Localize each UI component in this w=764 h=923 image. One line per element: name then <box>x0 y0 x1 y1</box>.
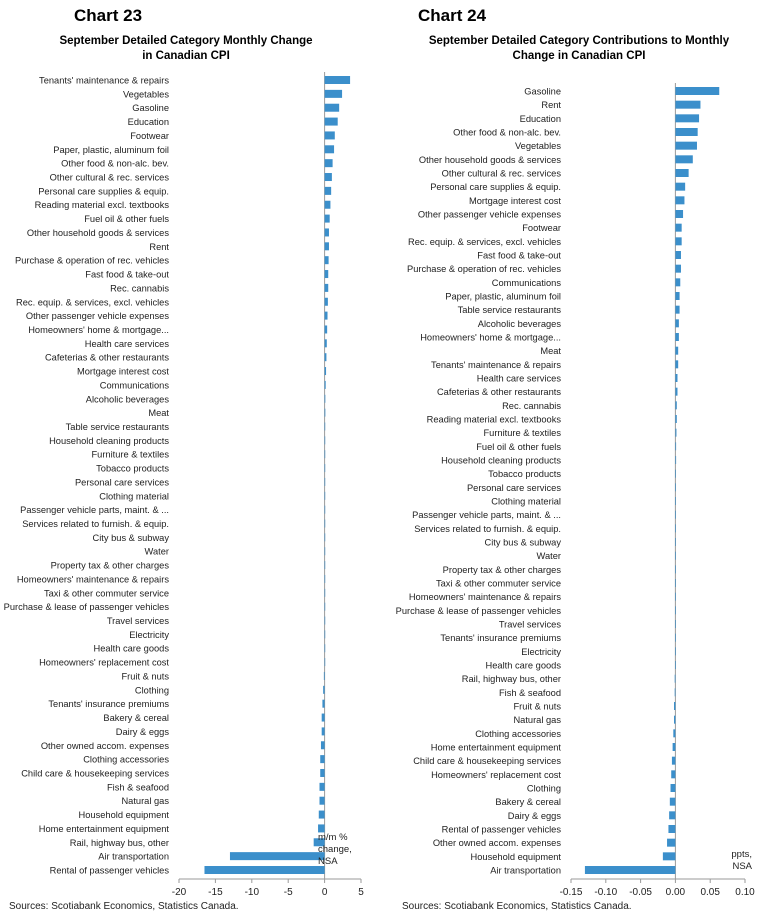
bar <box>675 306 679 314</box>
category-label: Fruit & nuts <box>121 671 169 682</box>
category-label: Purchase & lease of passenger vehicles <box>395 605 561 616</box>
category-label: Reading material excl. textbooks <box>34 200 169 211</box>
bar <box>325 118 338 126</box>
category-label: Tobacco products <box>488 469 561 480</box>
category-label: Health care services <box>84 338 169 349</box>
bar <box>675 319 678 327</box>
category-label: Clothing accessories <box>475 728 561 739</box>
bar <box>325 312 328 320</box>
category-label: Household equipment <box>78 810 169 821</box>
category-label: Alcoholic beverages <box>477 318 561 329</box>
category-label: Household equipment <box>470 851 561 862</box>
category-label: Cafeterias & other restaurants <box>44 352 169 363</box>
bar <box>325 617 326 625</box>
bar <box>673 743 676 751</box>
category-label: Gasoline <box>524 86 561 97</box>
category-label: Other owned accom. expenses <box>432 838 561 849</box>
bar <box>325 284 329 292</box>
x-tick-label: 0.05 <box>700 887 720 898</box>
category-label: Communications <box>491 277 561 288</box>
bar <box>675 142 697 150</box>
bar <box>320 797 325 805</box>
category-label: Other household goods & services <box>418 154 561 165</box>
bar <box>675 456 676 464</box>
category-label: Education <box>127 117 169 128</box>
category-label: City bus & subway <box>484 537 561 548</box>
category-label: Homeowners' home & mortgage... <box>28 324 169 335</box>
bar <box>675 251 681 259</box>
bar <box>325 325 328 333</box>
bar <box>325 436 326 444</box>
bar <box>670 798 676 806</box>
bar <box>320 755 324 763</box>
category-label: Air transportation <box>98 851 169 862</box>
unit-annotation: ppts, NSA <box>731 849 752 872</box>
bar <box>675 524 676 532</box>
category-label: Household cleaning products <box>441 455 561 466</box>
bar <box>325 367 326 375</box>
bar <box>675 429 676 437</box>
category-label: Tenants' insurance premiums <box>48 699 169 710</box>
bar <box>675 565 676 573</box>
chart-title: September Detailed Category Contributions to Monthly Change in Canadian CPI <box>428 35 730 62</box>
category-label: Personal care services <box>466 482 561 493</box>
x-tick-label: -5 <box>283 887 293 898</box>
bar <box>675 538 676 546</box>
bar <box>675 620 676 628</box>
bar <box>319 811 325 819</box>
category-label: Fast food & take-out <box>85 269 169 280</box>
category-label: Taxi & other commuter service <box>43 588 169 599</box>
category-label: Personal care services <box>74 477 169 488</box>
category-label: Services related to furnish. & equip. <box>414 523 561 534</box>
bar <box>675 442 676 450</box>
category-label: Personal care supplies & equip. <box>38 186 169 197</box>
x-tick-label: -0.05 <box>629 887 652 898</box>
bar <box>675 675 676 683</box>
chart-number: Chart 24 <box>418 6 487 25</box>
category-label: Taxi & other commuter service <box>435 578 561 589</box>
bar <box>675 388 677 396</box>
bar <box>671 770 675 778</box>
category-label: Fruit & nuts <box>513 701 561 712</box>
bar <box>325 339 327 347</box>
category-label: Property tax & other charges <box>50 560 169 571</box>
category-label: Other cultural & rec. services <box>49 172 169 183</box>
category-label: Homeowners' maintenance & repairs <box>408 592 561 603</box>
category-label: Reading material excl. textbooks <box>426 414 561 425</box>
bar <box>325 575 326 583</box>
category-label: Purchase & operation of rec. vehicles <box>407 264 561 275</box>
category-label: Alcoholic beverages <box>85 394 169 405</box>
category-label: Rec. equip. & services, excl. vehicles <box>408 236 561 247</box>
category-label: Rec. equip. & services, excl. vehicles <box>16 297 169 308</box>
bar <box>675 593 676 601</box>
category-label: Purchase & lease of passenger vehicles <box>3 602 169 613</box>
x-tick-label: -15 <box>208 887 223 898</box>
bar <box>674 702 675 710</box>
bar <box>675 101 700 109</box>
bar <box>325 201 331 209</box>
category-label: Health care services <box>476 373 561 384</box>
bar <box>325 270 329 278</box>
bar <box>325 547 326 555</box>
bar <box>325 533 326 541</box>
category-label: Fish & seafood <box>498 687 561 698</box>
bar <box>324 672 325 680</box>
bar <box>325 76 350 84</box>
category-label: Other owned accom. expenses <box>40 740 169 751</box>
category-label: Electricity <box>129 629 169 640</box>
bar <box>325 630 326 638</box>
bar <box>325 450 326 458</box>
category-label: Other cultural & rec. services <box>441 168 561 179</box>
category-label: Water <box>144 546 169 557</box>
bar <box>675 470 676 478</box>
bar <box>325 353 327 361</box>
bar <box>325 520 326 528</box>
category-label: Home entertainment equipment <box>430 742 561 753</box>
unit-annotation: m/m % change, NSA <box>318 832 352 867</box>
category-label: Bakery & cereal <box>103 713 169 724</box>
bar <box>675 415 676 423</box>
bar <box>675 87 719 95</box>
category-label: Tenants' maintenance & repairs <box>39 75 169 86</box>
category-label: Gasoline <box>132 103 169 114</box>
bar <box>675 114 699 122</box>
category-label: Household cleaning products <box>49 435 169 446</box>
category-label: Table service restaurants <box>457 305 561 316</box>
bar <box>325 644 326 652</box>
category-label: Rail, highway bus, other <box>69 837 169 848</box>
bar <box>675 360 678 368</box>
category-label: Fuel oil & other fuels <box>84 214 169 225</box>
category-label: Tenants' maintenance & repairs <box>431 359 561 370</box>
bar <box>230 852 325 860</box>
category-label: Vegetables <box>122 89 169 100</box>
category-label: Tenants' insurance premiums <box>440 633 561 644</box>
category-label: Property tax & other charges <box>442 564 561 575</box>
category-label: Clothing <box>134 685 169 696</box>
category-label: Passenger vehicle parts, maint. & ... <box>20 505 169 516</box>
category-label: Footwear <box>130 130 169 141</box>
bar <box>325 131 335 139</box>
bar <box>675 647 676 655</box>
bar <box>325 603 326 611</box>
category-label: Other food & non-alc. bev. <box>453 127 561 138</box>
category-label: Meat <box>540 346 561 357</box>
x-tick-label: 0.10 <box>735 887 755 898</box>
category-label: Education <box>519 113 561 124</box>
category-label: Rec. cannabis <box>502 400 561 411</box>
category-label: Clothing material <box>491 496 561 507</box>
bar <box>325 658 326 666</box>
bar <box>675 210 683 218</box>
bar <box>325 104 340 112</box>
category-label: Home entertainment equipment <box>38 823 169 834</box>
bar <box>675 169 688 177</box>
category-label: Personal care supplies & equip. <box>430 182 561 193</box>
bar <box>325 90 342 98</box>
category-label: Dairy & eggs <box>115 726 169 737</box>
category-label: Other household goods & services <box>26 227 169 238</box>
category-label: Rent <box>541 100 561 111</box>
bar <box>325 228 329 236</box>
x-tick-label: -10 <box>244 887 260 898</box>
bar <box>663 852 676 860</box>
bar <box>675 224 681 232</box>
category-label: Homeowners' replacement cost <box>431 769 561 780</box>
category-label: Paper, plastic, aluminum foil <box>445 291 561 302</box>
bar <box>322 700 324 708</box>
category-label: Mortgage interest cost <box>469 195 561 206</box>
x-tick-label: 5 <box>358 887 364 898</box>
category-label: Meat <box>148 408 169 419</box>
chart-number: Chart 23 <box>74 6 143 25</box>
category-label: Other passenger vehicle expenses <box>417 209 561 220</box>
category-label: Travel services <box>498 619 561 630</box>
bar <box>325 215 330 223</box>
bar <box>675 196 684 204</box>
category-label: Natural gas <box>513 715 561 726</box>
category-label: Rent <box>149 241 169 252</box>
bar <box>320 783 325 791</box>
category-label: Homeowners' maintenance & repairs <box>16 574 169 585</box>
x-tick-label: 0.00 <box>665 887 686 898</box>
x-tick-label: -0.10 <box>594 887 618 898</box>
bar <box>325 242 329 250</box>
category-label: Air transportation <box>490 865 561 876</box>
category-label: Vegetables <box>514 141 561 152</box>
bar <box>204 866 324 874</box>
category-label: Health care goods <box>485 660 561 671</box>
category-label: Homeowners' replacement cost <box>39 657 169 668</box>
category-label: Fuel oil & other fuels <box>476 441 561 452</box>
bar <box>675 265 681 273</box>
category-label: Fish & seafood <box>106 782 169 793</box>
bar <box>325 298 328 306</box>
bar <box>325 506 326 514</box>
category-label: Homeowners' home & mortgage... <box>420 332 561 343</box>
category-label: Electricity <box>521 646 561 657</box>
category-label: Travel services <box>106 616 169 627</box>
bar <box>674 716 675 724</box>
bar <box>325 381 326 389</box>
bar <box>675 374 677 382</box>
bar <box>673 729 675 737</box>
chart-24-plot <box>382 0 764 923</box>
bar <box>325 173 332 181</box>
x-tick-label: -0.15 <box>559 887 583 898</box>
bar <box>667 839 675 847</box>
category-label: Other food & non-alc. bev. <box>61 158 169 169</box>
category-label: Health care goods <box>93 643 169 654</box>
category-label: Tobacco products <box>96 463 169 474</box>
bar <box>325 478 326 486</box>
x-tick-label: -20 <box>171 887 187 898</box>
category-label: Bakery & cereal <box>495 797 561 808</box>
category-label: Child care & housekeeping services <box>413 756 561 767</box>
category-label: Rail, highway bus, other <box>461 674 561 685</box>
source-note: Sources: Scotiabank Economics, Statistics Canada. <box>9 901 239 912</box>
category-label: Furniture & textiles <box>91 449 169 460</box>
bar <box>325 145 334 153</box>
bar <box>325 409 326 417</box>
bar <box>675 155 692 163</box>
x-tick-label: 0 <box>321 887 328 898</box>
category-label: Clothing accessories <box>83 754 169 765</box>
bar <box>675 688 676 696</box>
bar <box>675 552 676 560</box>
bar <box>322 714 325 722</box>
bar <box>675 278 680 286</box>
bar <box>675 483 676 491</box>
bar <box>320 769 324 777</box>
bar <box>671 784 676 792</box>
bar <box>675 347 678 355</box>
bar <box>675 128 697 136</box>
bar <box>675 497 676 505</box>
bar <box>675 292 679 300</box>
bar <box>325 159 333 167</box>
bar <box>675 183 685 191</box>
bar <box>675 661 676 669</box>
bar <box>323 686 324 694</box>
category-label: Natural gas <box>121 796 169 807</box>
category-label: Rental of passenger vehicles <box>441 824 561 835</box>
bar <box>585 866 675 874</box>
bar <box>325 187 332 195</box>
bar <box>675 511 676 519</box>
chart-24-panel <box>382 0 764 923</box>
category-label: Child care & housekeeping services <box>21 768 169 779</box>
bar <box>675 634 676 642</box>
category-label: Rec. cannabis <box>110 283 169 294</box>
bar <box>325 589 326 597</box>
category-label: Services related to furnish. & equip. <box>22 519 169 530</box>
bar <box>325 492 326 500</box>
bar <box>325 256 329 264</box>
bar <box>325 422 326 430</box>
bar <box>325 464 326 472</box>
category-label: Rental of passenger vehicles <box>49 865 169 876</box>
bar <box>675 401 676 409</box>
bar <box>672 757 675 765</box>
bar <box>325 395 326 403</box>
category-label: Fast food & take-out <box>477 250 561 261</box>
category-label: Dairy & eggs <box>507 810 561 821</box>
bar <box>322 727 325 735</box>
bar <box>675 606 676 614</box>
category-label: Other passenger vehicle expenses <box>25 311 169 322</box>
bar <box>675 579 676 587</box>
category-label: City bus & subway <box>92 532 169 543</box>
bar <box>669 811 675 819</box>
category-label: Communications <box>99 380 169 391</box>
category-label: Water <box>536 551 561 562</box>
bar <box>675 237 681 245</box>
bar <box>321 741 325 749</box>
category-label: Cafeterias & other restaurants <box>436 387 561 398</box>
bar <box>668 825 675 833</box>
category-label: Table service restaurants <box>65 421 169 432</box>
category-label: Footwear <box>522 223 561 234</box>
category-label: Paper, plastic, aluminum foil <box>53 144 169 155</box>
source-note: Sources: Scotiabank Economics, Statistics Canada. <box>402 901 632 912</box>
category-label: Passenger vehicle parts, maint. & ... <box>412 510 561 521</box>
category-label: Clothing <box>526 783 561 794</box>
category-label: Clothing material <box>99 491 169 502</box>
chart-title: September Detailed Category Monthly Change in Canadian CPI <box>59 35 313 62</box>
bar <box>325 561 326 569</box>
category-label: Purchase & operation of rec. vehicles <box>15 255 169 266</box>
category-label: Furniture & textiles <box>483 428 561 439</box>
category-label: Mortgage interest cost <box>77 366 169 377</box>
bar <box>675 333 678 341</box>
